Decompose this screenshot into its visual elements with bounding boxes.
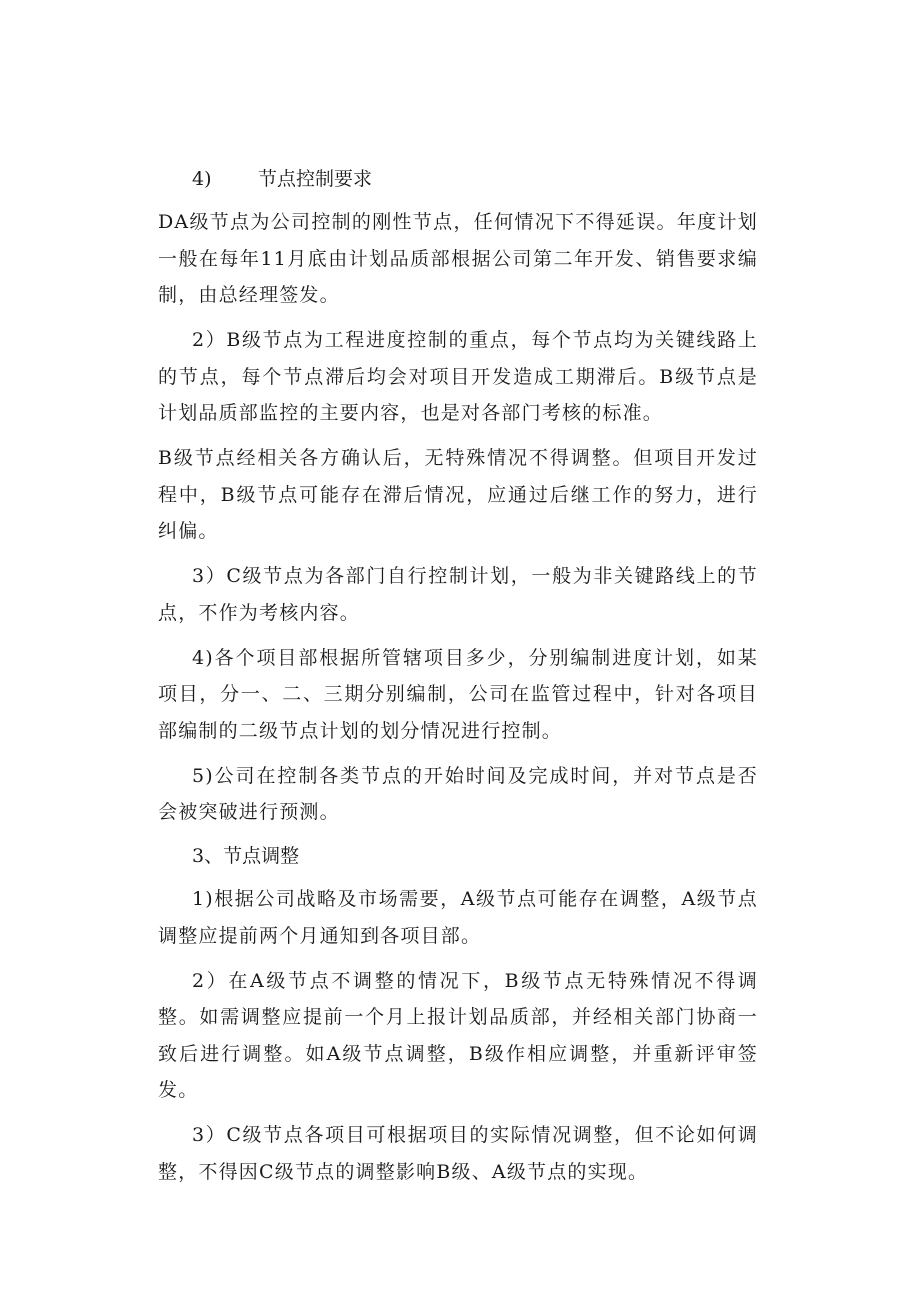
paragraph-c-level: 3）C级节点为各部门自行控制计划，一般为非关键路线上的节点，不作为考核内容。 — [158, 565, 758, 624]
paragraph-da-level: DA级节点为公司控制的刚性节点，任何情况下不得延误。年度计划一般在每年11月底由计划品质部根据公司第二年开发、销售要求编制，由总经理签发。 — [158, 211, 758, 306]
paragraph-b-level-no-adjust: 2）在A级节点不调整的情况下，B级节点无特殊情况不得调整。如需调整应提前一个月上报计划品质部，并经相关部门协商一致后进行调整。如A级节点调整，B级作相应调整，并重新评审签发。 — [158, 969, 758, 1101]
paragraph-time-control: 5)公司在控制各类节点的开始时间及完成时间，并对节点是否会被突破进行预测。 — [158, 764, 758, 823]
paragraph-c-level-adjust: 3）C级节点各项目可根据项目的实际情况调整，但不论如何调整，不得因C级节点的调整影响B级、A级节点的实现。 — [158, 1124, 758, 1183]
paragraph-a-level-adjust: 1)根据公司战略及市场需要，A级节点可能存在调整，A级节点调整应提前两个月通知到各项目部。 — [158, 888, 758, 947]
section-number: 4) — [192, 168, 212, 190]
section-title: 节点控制要求 — [258, 168, 373, 190]
paragraph-b-level-adjust: B级节点经相关各方确认后，无特殊情况不得调整。但项目开发过程中，B级节点可能存在滞后情况，应通过后继工作的努力，进行纠偏。 — [158, 447, 758, 542]
paragraph-b-level-focus: 2）B级节点为工程进度控制的重点，每个节点均为关键线路上的节点，每个节点滞后均会对项目开发造成工期滞后。B级节点是计划品质部监控的主要内容，也是对各部门考核的标准。 — [158, 329, 758, 424]
document-body — [158, 162, 758, 1199]
sub-heading-node-adjustment: 3、节点调整 — [192, 845, 300, 867]
section-heading — [158, 162, 758, 196]
paragraph-project-plans: 4)各个项目部根据所管辖项目多少，分别编制进度计划，如某项目，分一、二、三期分别编制，公司在监管过程中，针对各项目部编制的二级节点计划的划分情况进行控制。 — [158, 646, 758, 742]
